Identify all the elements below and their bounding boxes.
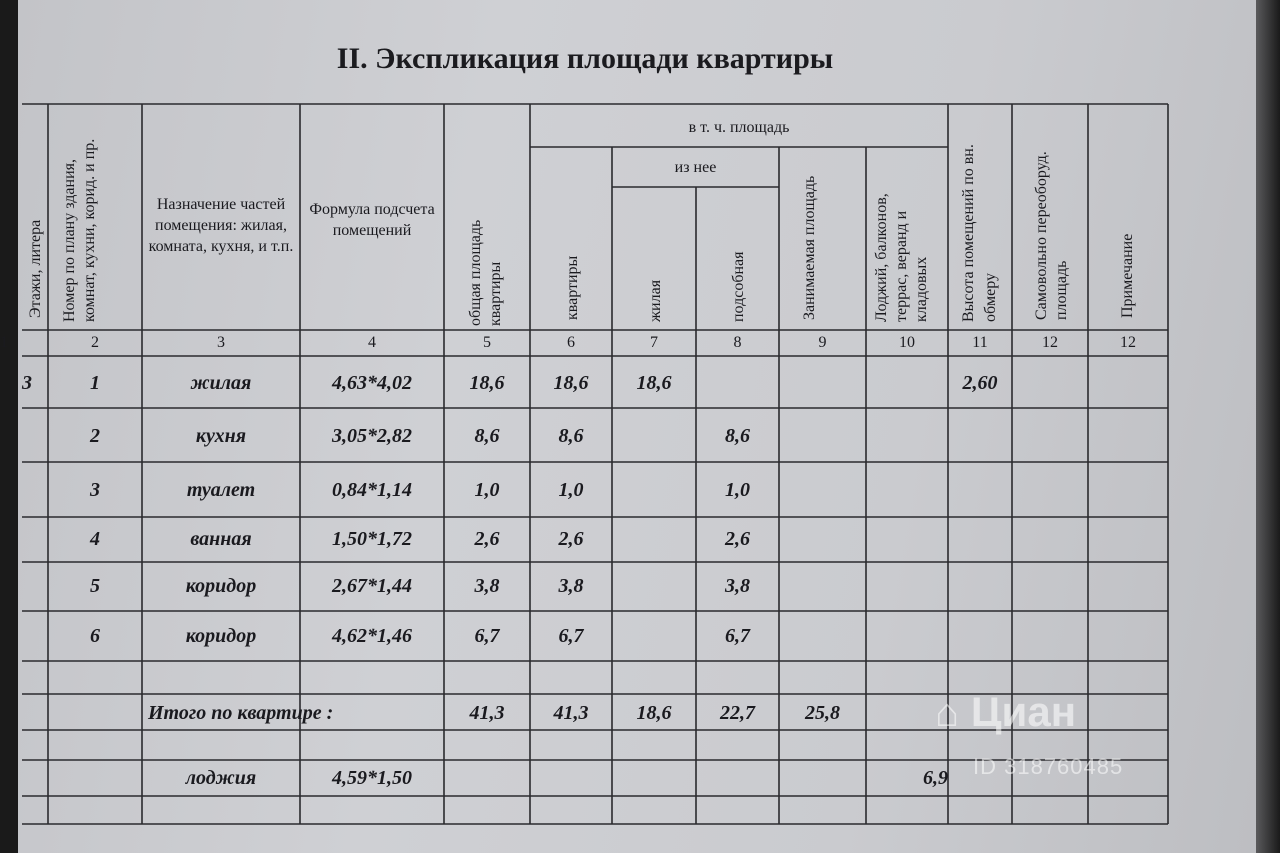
total-occupied: 25,8 (805, 701, 840, 724)
header-total-area: общая площадь квартиры (467, 219, 504, 326)
row-formula: 4,62*1,46 (332, 624, 412, 647)
row-auxiliary: 6,7 (725, 624, 750, 647)
column-number: 12 (1042, 334, 1058, 351)
row-apartment: 3,8 (558, 575, 584, 597)
header-balconies: Лоджий, балконов, террас, веранд и кладовых (873, 193, 930, 322)
row-purpose: коридор (185, 575, 257, 597)
row-purpose: кухня (195, 424, 247, 447)
header-note: Примечание (1119, 233, 1136, 318)
row-apartment: 2,6 (558, 528, 584, 550)
header-occupied-area: Занимаемая площадь (801, 175, 818, 320)
row-number: 1 (90, 371, 100, 394)
column-number: 7 (650, 334, 658, 351)
total-label: Итого по квартире : (148, 701, 334, 724)
page-title: II. Экспликация площади квартиры (336, 42, 834, 75)
row-formula: 0,84*1,14 (332, 479, 412, 501)
column-number: 9 (818, 334, 827, 351)
column-number: 8 (733, 334, 742, 351)
column-number: 1 (0, 334, 8, 351)
row-total: 18,6 (469, 371, 505, 394)
row-number: 5 (90, 575, 100, 597)
row-height: 2,60 (962, 371, 998, 394)
header-formula: Формула подсчета помещений (309, 201, 435, 239)
row-living: 18,6 (636, 371, 672, 394)
header-including-area: в т. ч. площадь (688, 118, 790, 136)
row-auxiliary: 3,8 (725, 575, 750, 597)
column-number: 10 (899, 334, 915, 351)
column-number: 4 (368, 334, 376, 351)
header-room-number: Номер по плану здания, комнат, кухни, корид. и пр. (61, 138, 98, 322)
row-apartment: 18,6 (553, 371, 589, 394)
row-purpose: коридор (185, 624, 257, 647)
loggia-purpose: лоджия (185, 766, 257, 789)
total-area: 41,3 (469, 701, 505, 724)
row-total: 6,7 (474, 624, 500, 647)
row-auxiliary: 1,0 (725, 479, 750, 501)
loggia-formula: 4,59*1,50 (332, 766, 412, 789)
row-formula: 4,63*4,02 (332, 371, 412, 394)
row-formula: 3,05*2,82 (332, 424, 412, 447)
row-total: 1,0 (474, 479, 500, 501)
row-total: 2,6 (474, 528, 500, 550)
header-living: жилая (647, 279, 664, 322)
header-of-which: из нее (674, 158, 717, 176)
column-number: 12 (1120, 334, 1136, 351)
header-purpose: Назначение частей помещения: жилая, комната, кухня, и т.п. (148, 195, 294, 255)
row-auxiliary: 2,6 (725, 528, 750, 550)
total-auxiliary: 22,7 (720, 701, 755, 724)
column-number: 3 (217, 334, 225, 351)
column-number: 2 (91, 334, 99, 351)
row-auxiliary (696, 358, 779, 408)
header-unauthorized-area: Самовольно переоборуд. площадь (1033, 151, 1070, 320)
watermark-id: ID 318760485 (973, 754, 1124, 779)
row-purpose: жилая (190, 371, 252, 394)
row-purpose: туалет (186, 479, 256, 501)
row-apartment: 8,6 (558, 424, 584, 447)
row-apartment: 6,7 (558, 624, 584, 647)
house-icon: ⌂ (935, 691, 960, 735)
header-apartment: квартиры (564, 255, 581, 320)
row-formula: 2,67*1,44 (332, 575, 412, 597)
header-floor: Этажи, литера (27, 219, 44, 318)
row-auxiliary: 8,6 (725, 424, 750, 447)
watermark-logo (935, 688, 1076, 736)
header-height: Высота помещений по вн. обмеру (960, 144, 999, 322)
column-number: 6 (567, 334, 575, 351)
column-number: 5 (483, 334, 491, 351)
column-number: 11 (972, 334, 988, 351)
row-number: 2 (90, 424, 100, 447)
row-formula: 1,50*1,72 (332, 528, 412, 550)
loggia-balcony-area: 6,9 (923, 766, 948, 789)
row-floor: 3 (22, 371, 32, 394)
watermark-brand: Циан (970, 688, 1077, 735)
row-number: 6 (90, 624, 100, 647)
row-number: 3 (90, 479, 100, 501)
total-apartment: 41,3 (553, 701, 589, 724)
total-living: 18,6 (636, 701, 672, 724)
row-apartment: 1,0 (558, 479, 584, 501)
row-purpose: ванная (190, 528, 252, 550)
row-total: 3,8 (474, 575, 500, 597)
header-auxiliary: подсобная (730, 251, 747, 322)
row-number: 4 (90, 528, 100, 550)
row-total: 8,6 (474, 424, 500, 447)
